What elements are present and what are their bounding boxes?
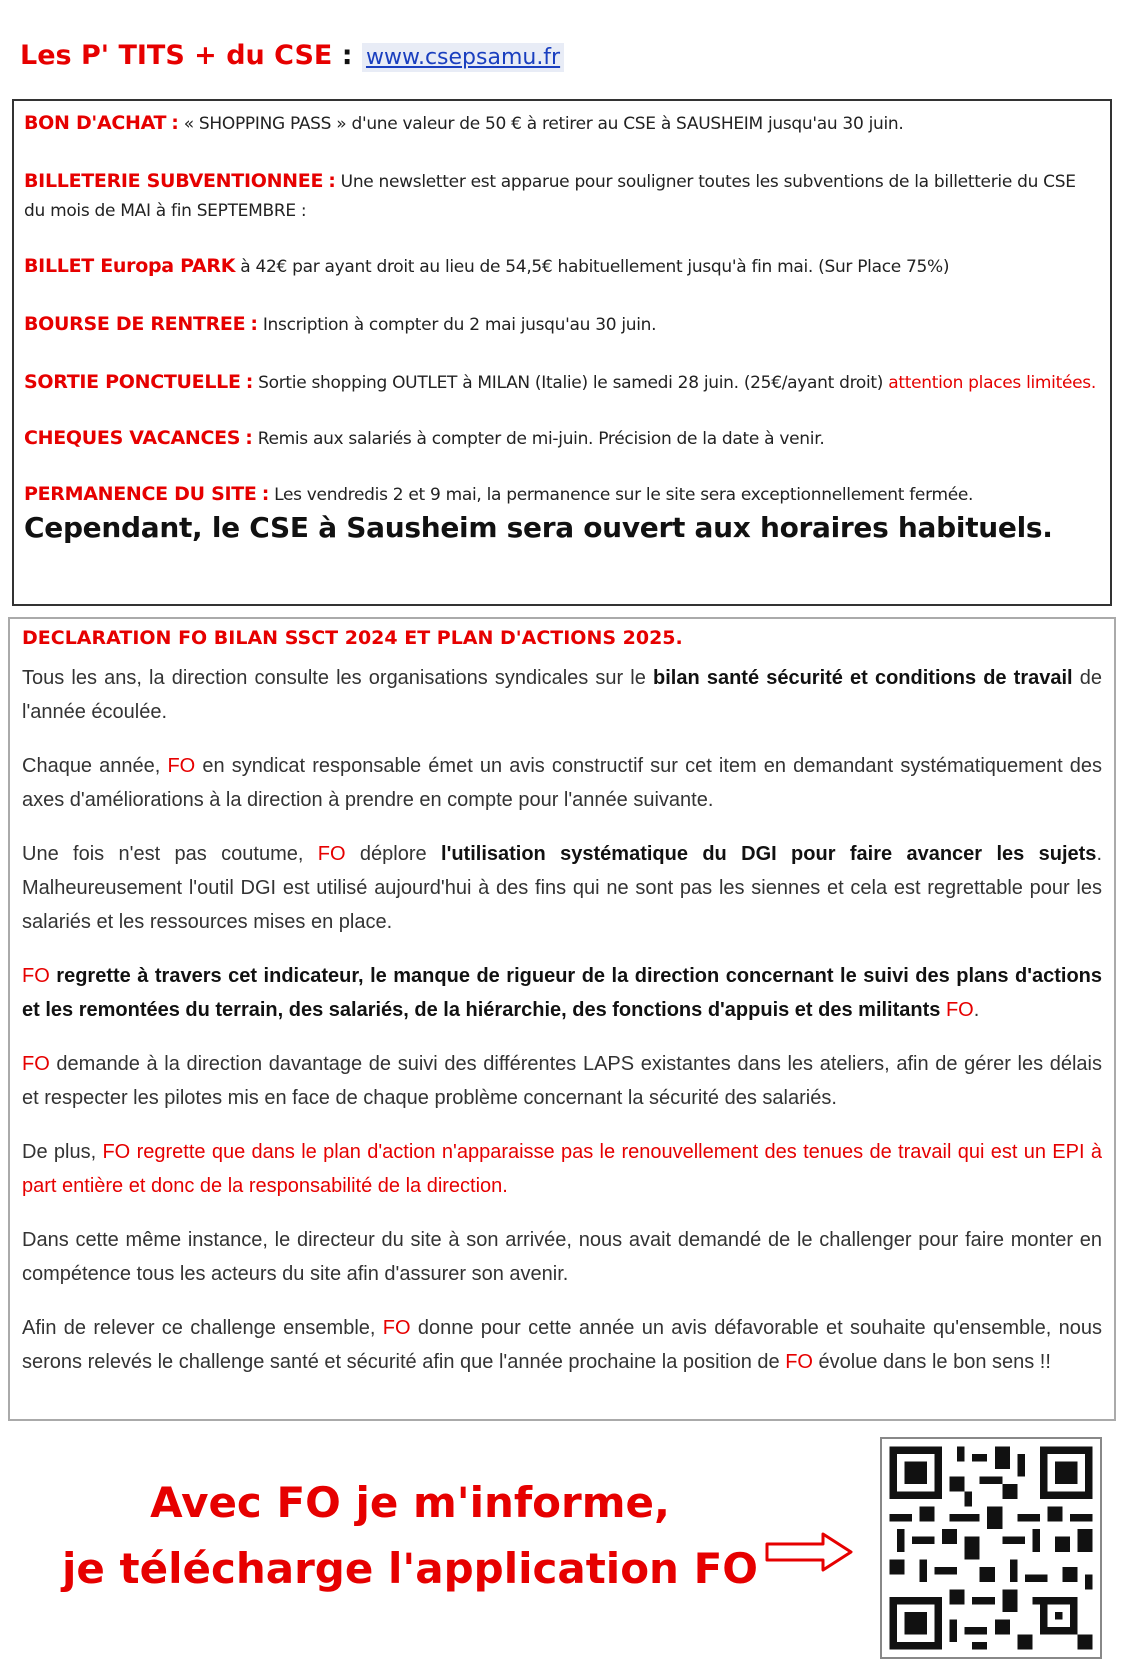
right-arrow-icon <box>765 1530 855 1574</box>
declaration-paragraph <box>22 959 1102 1027</box>
red-text: regrette que dans le plan d'action n'apparaisse pas le renouvellement des tenues de travail qui est un EPI à part entière et donc de la responsabilité de la direction. <box>22 1141 1102 1197</box>
news-warning: attention places limitées. <box>888 373 1096 393</box>
news-text: Remis aux salariés à compter de mi-juin. Précision de la date à venir. <box>257 429 825 449</box>
news-sep: : <box>250 313 258 335</box>
declaration-title: DECLARATION FO BILAN SSCT 2024 ET PLAN D'ACTIONS 2025. <box>22 627 683 649</box>
news-text: Inscription à compter du 2 mai jusqu'au 30 juin. <box>262 315 657 335</box>
bold-text: regrette à travers cet indicateur, le manque de rigueur de la direction concernant le suivi des plans d'actions et les remontées du terrain, des salariés, de la hiérarchie, des fonctions d'appuis et des militants <box>22 965 1102 1021</box>
fo-mention: FO <box>22 1053 50 1075</box>
bold-text: bilan santé sécurité et conditions de travail <box>653 667 1073 689</box>
declaration-paragraph <box>22 1311 1102 1379</box>
text: De plus, <box>22 1141 103 1163</box>
text: déplore <box>345 843 442 865</box>
declaration-paragraph <box>22 1223 1102 1291</box>
text: de l'année écoulée. <box>22 667 1102 723</box>
page-title-text: Les P' TITS + du CSE <box>20 40 333 71</box>
text: en syndicat responsable émet un avis constructif sur cet item en demandant systématiquement des axes d'améliorations à la direction à prendre en compte pour l'année suivante. <box>22 755 1102 811</box>
text: Une fois n'est pas coutume, <box>22 843 318 865</box>
news-text: Sortie shopping OUTLET à MILAN (Italie) le samedi 28 juin. (25€/ayant droit) <box>258 373 884 393</box>
text: Chaque année, <box>22 755 168 777</box>
news-label: BILLETERIE SUBVENTIONNEE <box>24 170 324 192</box>
fo-mention: FO <box>317 843 346 865</box>
news-box <box>12 99 1112 606</box>
declaration-box <box>8 617 1116 1421</box>
news-label: PERMANENCE DU SITE <box>24 483 257 505</box>
fo-mention: FO <box>167 755 196 777</box>
declaration-paragraph <box>22 749 1102 817</box>
qr-code-icon[interactable] <box>880 1437 1102 1659</box>
news-billetterie <box>24 167 1100 226</box>
news-label: SORTIE PONCTUELLE <box>24 371 241 393</box>
news-sortie <box>24 368 1100 398</box>
declaration-paragraph <box>22 661 1102 729</box>
news-label: CHEQUES VACANCES <box>24 427 241 449</box>
news-sep: : <box>171 112 179 134</box>
text: Dans cette même instance, le directeur du site à son arrivée, nous avait demandé de le challenger pour faire monter en compétence tous les acteurs du site afin d'assurer son avenir. <box>22 1229 1102 1285</box>
news-sep: : <box>245 371 254 393</box>
news-text: à 42€ par ayant droit au lieu de 54,5€ habituellement jusqu'à fin mai. (Sur Place 75%) <box>240 257 950 277</box>
news-label: BOURSE DE RENTREE <box>24 313 246 335</box>
news-text: Les vendredis 2 et 9 mai, la permanence sur le site sera exceptionnellement fermée. <box>274 485 974 505</box>
news-highlight: Cependant, le CSE à Sausheim sera ouvert aux horaires habituels. <box>24 511 1053 544</box>
news-text: « SHOPPING PASS » d'une valeur de 50 € à retirer au CSE à SAUSHEIM jusqu'au 30 juin. <box>183 114 904 134</box>
footer-line-2: je télécharge l'application FO <box>62 1544 758 1593</box>
page-title <box>20 40 564 71</box>
declaration-paragraph <box>22 837 1102 939</box>
text: . Malheureusement l'outil DGI est utilisé aujourd'hui à des fins qui ne sont pas les siennes et cela est regrettable pour les salariés et les ressources mises en place. <box>22 843 1102 933</box>
website-link[interactable]: www.csepsamu.fr <box>362 43 564 72</box>
declaration-paragraph <box>22 1047 1102 1115</box>
news-sep: : <box>328 170 336 192</box>
text: . <box>973 999 980 1021</box>
footer-message <box>40 1470 780 1602</box>
news-bourse <box>24 310 1100 340</box>
news-billet <box>24 252 1100 282</box>
news-sep: : <box>261 483 269 505</box>
fo-mention: FO <box>22 965 50 987</box>
text: évolue dans le bon sens !! <box>812 1351 1051 1373</box>
news-text: Une newsletter est apparue pour souligner toutes les subventions de la billetterie du CSE du mois de MAI à fin SEPTEMBRE : <box>24 172 1076 221</box>
news-permanence <box>24 480 1100 510</box>
news-bon-achat <box>24 109 1100 139</box>
fo-mention: FO <box>785 1351 813 1373</box>
fo-mention: FO <box>945 999 974 1021</box>
text: demande à la direction davantage de suivi des différentes LAPS existantes dans les ateliers, afin de gérer les délais et respecter les pilotes mis en face de chaque problème concernant la sécurité des salariés. <box>22 1053 1102 1109</box>
footer-line-1: Avec FO je m'informe, <box>150 1478 670 1527</box>
news-label: BON D'ACHAT <box>24 112 167 134</box>
news-sep: : <box>245 427 253 449</box>
text: Tous les ans, la direction consulte les organisations syndicales sur le <box>22 667 654 689</box>
text: Afin de relever ce challenge ensemble, <box>22 1317 383 1339</box>
title-colon: : <box>341 40 353 71</box>
news-cheques <box>24 424 1100 454</box>
bold-text: l'utilisation systématique du DGI pour faire avancer les sujets <box>441 843 1097 865</box>
declaration-paragraph <box>22 1135 1102 1203</box>
fo-mention: FO <box>382 1317 411 1339</box>
text: donne pour cette année un avis défavorable et souhaite qu'ensemble, nous serons relevés le challenge santé et sécurité afin que l'année prochaine la position de <box>22 1317 1102 1373</box>
fo-mention: FO <box>102 1141 131 1163</box>
news-label: BILLET Europa PARK <box>24 255 236 277</box>
